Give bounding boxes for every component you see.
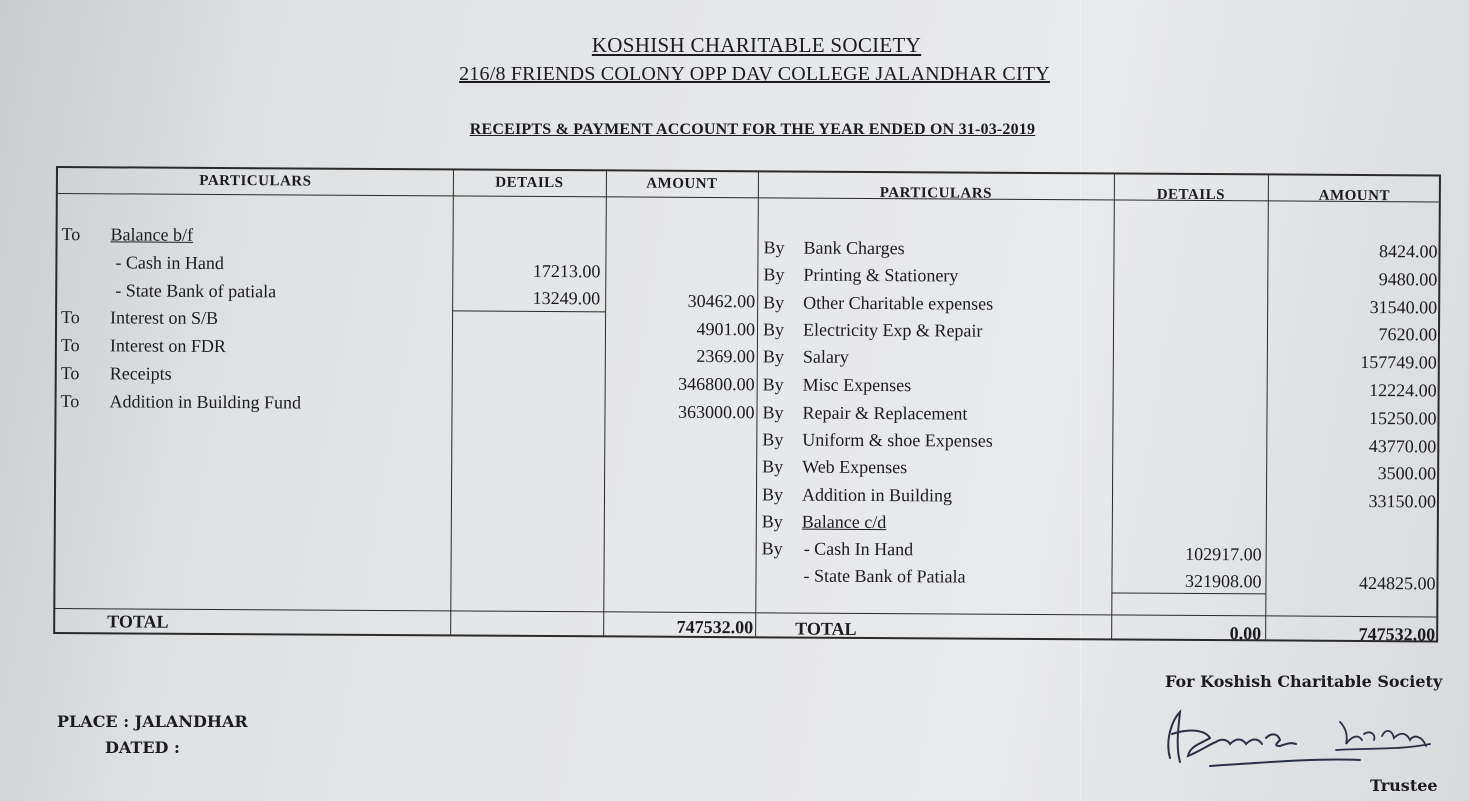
receipt-label: Interest on FDR [109,335,226,357]
receipt-prefix: To [60,335,80,356]
receipt-label: Balance b/f [110,224,194,245]
payment-label: Uniform & shoe Expenses [802,429,993,451]
payment-label: Repair & Replacement [802,402,968,424]
receipt-prefix: To [61,224,81,245]
payment-prefix: By [762,456,784,477]
payment-details: 102917.00 [1185,543,1262,565]
payment-amount: 157749.00 [1360,351,1437,373]
receipt-label: Interest on S/B [110,307,219,328]
receipt-label: Receipts [109,363,172,384]
payment-prefix: By [763,237,785,258]
col-right-particulars: PARTICULARS [879,185,993,202]
receipt-amount: 346800.00 [678,373,755,395]
payment-label: - Cash In Hand [803,538,914,560]
payment-label: - State Bank of Patiala [803,565,966,587]
divider-center [755,172,759,636]
payment-amount: 43770.00 [1368,436,1437,457]
receipt-label: - Cash in Hand [115,252,224,274]
payment-label: Misc Expenses [802,374,912,396]
col-left-amount: AMOUNT [646,175,718,193]
total-amount-right: 747532.00 [1358,623,1436,645]
org-name: KOSHISH CHARITABLE SOCIETY [591,33,922,57]
col-right-amount: AMOUNT [1318,187,1391,205]
account-table [53,166,1441,645]
org-address: 216/8 FRIENDS COLONY OPP DAV COLLEGE JALANDHAR CITY [459,63,1050,85]
payment-prefix: By [763,264,785,285]
payment-prefix: By [762,374,784,395]
payment-prefix: By [762,429,784,450]
total-label-left: TOTAL [107,611,169,632]
subtotal-rule-left [452,310,605,312]
payment-label: Addition in Building [801,484,953,506]
payment-prefix: By [762,346,784,367]
report-title: RECEIPTS & PAYMENT ACCOUNT FOR THE YEAR ENDED ON 31-03-2019 [469,121,1036,138]
payment-label: Balance c/d [801,511,887,533]
payment-amount: 3500.00 [1377,463,1437,484]
subtotal-rule-right [1111,592,1265,594]
receipt-prefix: To [61,307,80,328]
signatory-label: Trustee [1370,776,1438,795]
payment-amount: 8424.00 [1378,241,1438,262]
trustee-signature [1150,700,1440,780]
payment-label: Web Expenses [802,456,908,478]
receipt-amount: 30462.00 [687,290,756,312]
col-left-details: DETAILS [495,174,564,192]
payment-amount: 9480.00 [1378,269,1438,290]
payment-amount: 15250.00 [1368,408,1437,429]
receipt-prefix: To [60,391,80,412]
receipt-details: 17213.00 [532,260,601,282]
payment-amount: 33150.00 [1368,491,1437,512]
total-amount-left: 747532.00 [676,616,754,638]
payment-label: Printing & Stationery [803,264,959,286]
payment-amount: 12224.00 [1369,380,1437,401]
payment-label: Bank Charges [803,237,905,259]
dated-label: DATED : [105,738,180,757]
payment-prefix: By [761,511,783,532]
payment-label: Salary [802,346,849,367]
receipt-label: - State Bank of patiala [115,280,277,302]
col-right-details: DETAILS [1156,186,1226,204]
place-label: PLACE : JALANDHAR [57,712,248,731]
payment-prefix: By [762,319,785,340]
payment-amount: 31540.00 [1369,297,1438,318]
payment-prefix: By [762,402,784,423]
payment-prefix: By [761,484,784,505]
payment-amount: 7620.00 [1378,324,1438,345]
receipt-amount: 4901.00 [696,318,756,340]
for-org-label: For Koshish Charitable Society [1165,672,1443,691]
payment-prefix: By [763,292,785,313]
total-label-right: TOTAL [795,618,857,639]
total-details-right: 0.00 [1229,623,1262,644]
receipt-details: 13249.00 [532,287,601,309]
divider-left-details [450,170,454,634]
payment-amount: 424825.00 [1358,572,1436,594]
payment-prefix: By [761,538,783,559]
receipt-prefix: To [60,363,80,384]
receipt-amount: 2369.00 [696,345,755,367]
col-left-particulars: PARTICULARS [199,172,312,190]
payment-label: Other Charitable expenses [803,292,994,314]
receipt-amount: 363000.00 [677,401,755,423]
payment-details: 321908.00 [1184,570,1262,592]
receipt-label: Addition in Building Fund [109,391,302,413]
payment-label: Electricity Exp & Repair [802,319,983,341]
